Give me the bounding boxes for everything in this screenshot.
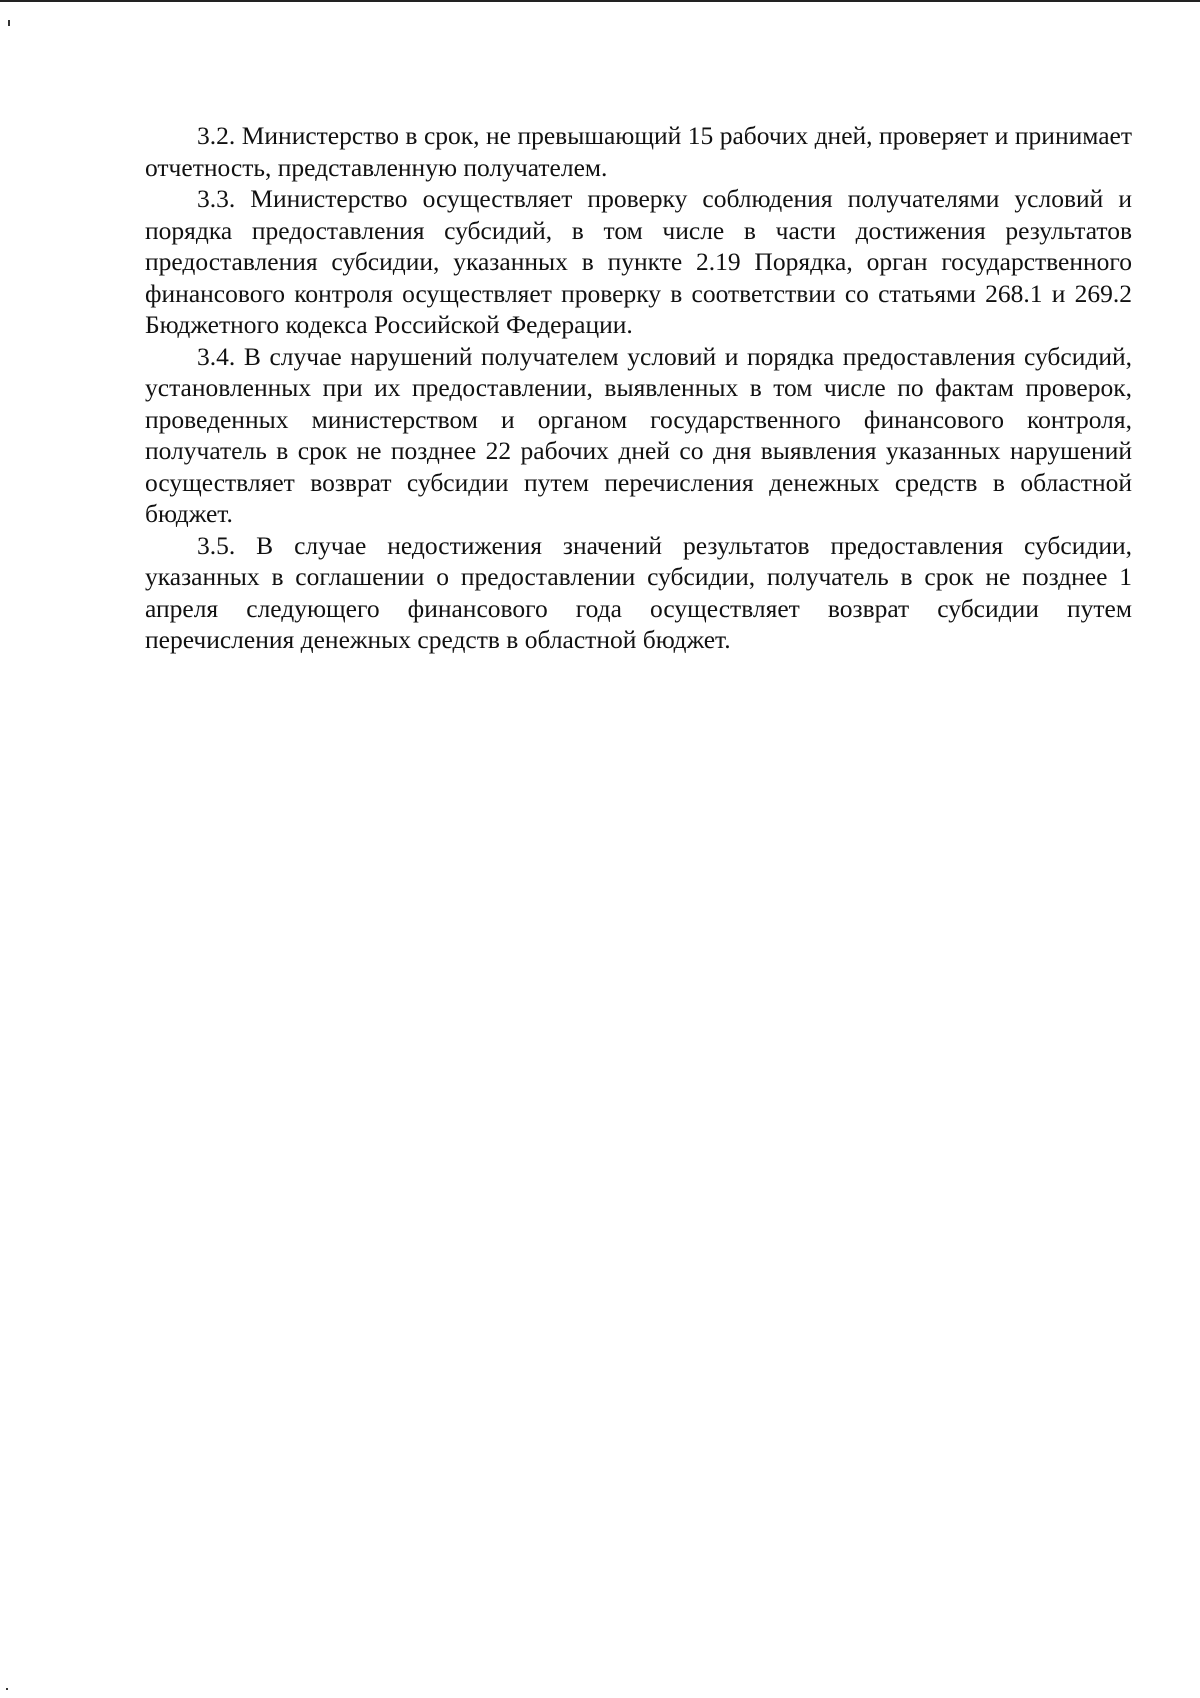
document-body	[145, 120, 1132, 656]
scan-top-edge	[0, 0, 1200, 2]
clause-3-3: 3.3. Министерство осуществляет проверку соблюдения получателями условий и порядка предоставления субсидий, в том числе в части достижения результатов предоставления субсидии, указанных в пункте 2.19 Порядка, орган государственного финансового контроля осуществляет проверку в соответствии со статьями 268.1 и 269.2 Бюджетного кодекса Российской Федерации.	[145, 184, 1132, 339]
scan-speck	[8, 20, 10, 26]
clause-3-5: 3.5. В случае недостижения значений результатов предоставления субсидии, указанных в соглашении о предоставлении субсидии, получатель в срок не позднее 1 апреля следующего финансового года осуществляет возврат субсидии путем перечисления денежных средств в областной бюджет.	[145, 530, 1132, 654]
clause-3-2: 3.2. Министерство в срок, не превышающий 15 рабочих дней, проверяет и принимает отчетность, представленную получателем.	[145, 121, 1132, 182]
clause-3-4: 3.4. В случае нарушений получателем условий и порядка предоставления субсидий, установленных при их предоставлении, выявленных в том числе по фактам проверок, проведенных министерством и органом государственного финансового контроля, получатель в срок не позднее 22 рабочих дней со дня выявления указанных нарушений осуществляет возврат субсидии путем перечисления денежных средств в областной бюджет.	[145, 341, 1132, 528]
scan-speck	[6, 1688, 8, 1690]
